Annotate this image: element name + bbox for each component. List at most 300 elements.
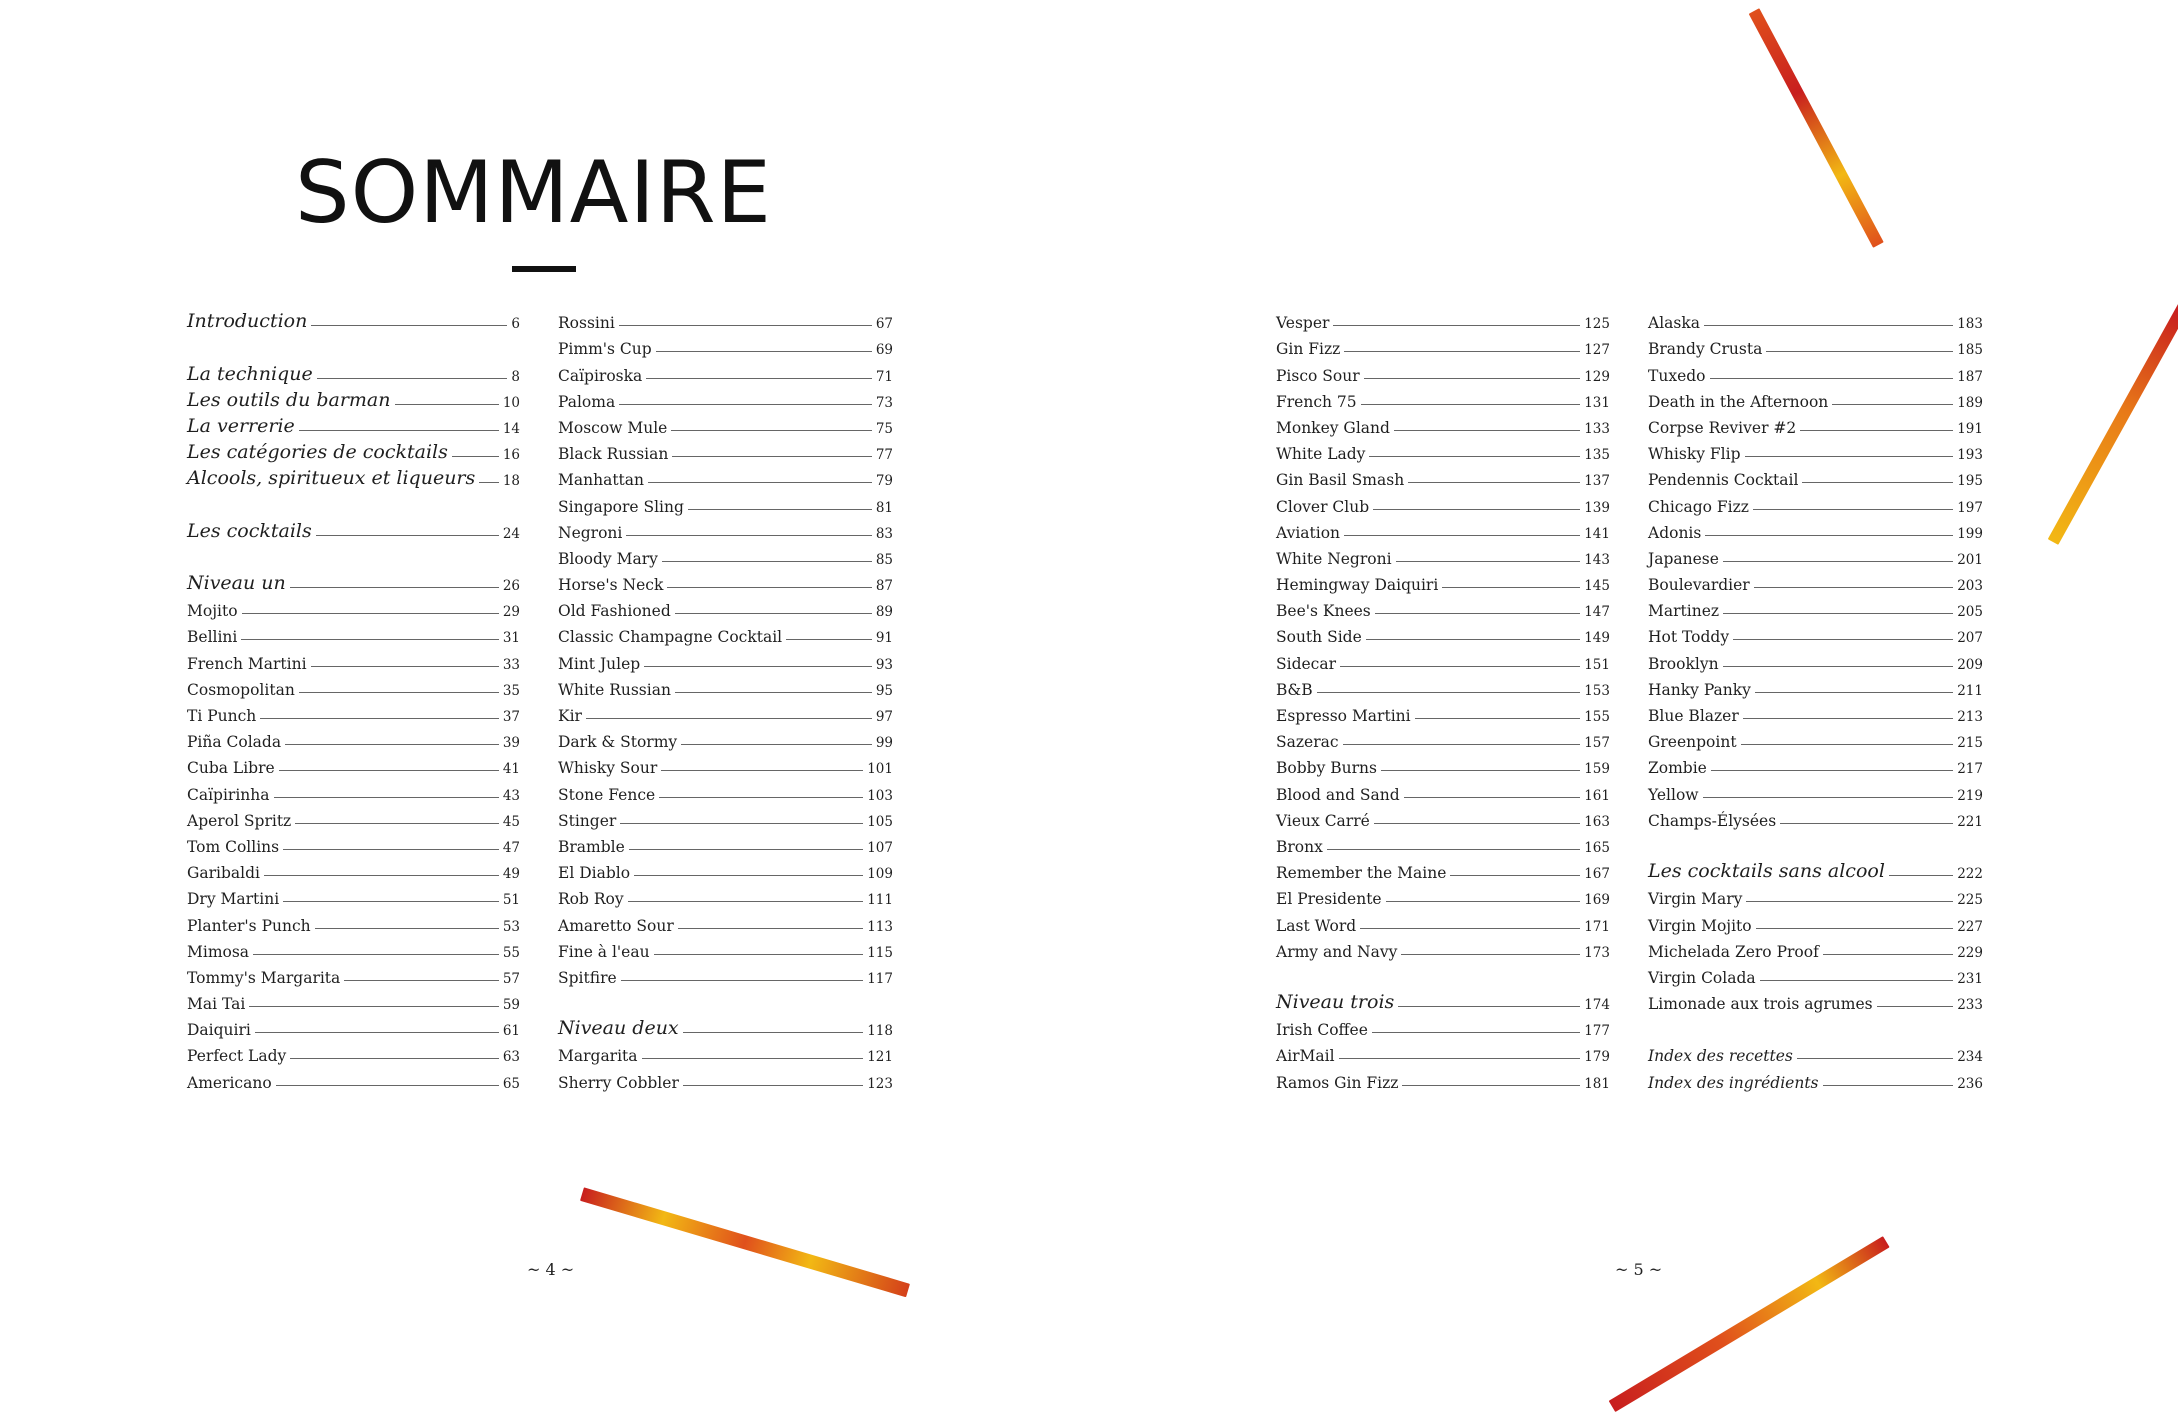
- toc-entry-label: Boulevardier: [1648, 576, 1750, 595]
- toc-page-number: 193: [1957, 447, 1983, 464]
- leader-line: [1327, 849, 1580, 850]
- leader-line: [644, 666, 872, 667]
- toc-section-label: La technique: [187, 362, 313, 385]
- toc-page-number: 171: [1584, 918, 1610, 935]
- toc-entry-row: [1648, 568, 1983, 594]
- toc-entry-row: [558, 1039, 893, 1065]
- toc-section-label: Alcools, spiritueux et liqueurs: [187, 467, 476, 490]
- toc-entry-row: [558, 830, 893, 856]
- leader-line: [642, 1058, 864, 1059]
- leader-line: [1733, 639, 1953, 640]
- toc-page-number: 107: [867, 839, 893, 856]
- toc-page-number: 31: [502, 630, 520, 647]
- leader-line: [1340, 666, 1580, 667]
- toc-page-number: 215: [1957, 735, 1983, 752]
- toc-spacer: [1648, 1013, 1983, 1039]
- toc-entry-label: White Lady: [1276, 445, 1366, 464]
- leader-line: [285, 744, 499, 745]
- toc-entry-row: [558, 437, 893, 463]
- toc-page-number: 225: [1957, 892, 1983, 909]
- toc-entry-row: [558, 935, 893, 961]
- toc-section-row: [558, 1013, 893, 1039]
- toc-page-number: 93: [875, 656, 893, 673]
- toc-entry-label: Remember the Maine: [1276, 864, 1447, 883]
- toc-page-number: 161: [1584, 787, 1610, 804]
- toc-entry-row: [558, 646, 893, 672]
- toc-page-number: 129: [1584, 368, 1610, 385]
- toc-entry-row: [1648, 908, 1983, 934]
- toc-entry-row: [187, 935, 520, 961]
- toc-page-number: 69: [875, 342, 893, 359]
- leader-line: [1753, 509, 1953, 510]
- toc-entry-label: El Diablo: [558, 864, 631, 883]
- leader-line: [1800, 430, 1953, 431]
- toc-entry-label: Stinger: [558, 811, 617, 830]
- toc-page-number: 227: [1957, 918, 1983, 935]
- toc-page-number: 211: [1957, 682, 1983, 699]
- leader-line: [1374, 823, 1580, 824]
- leader-line: [1760, 980, 1954, 981]
- toc-entry-row: [1276, 856, 1610, 882]
- leader-line: [681, 744, 872, 745]
- toc-column-2: [558, 306, 893, 1092]
- leader-line: [1755, 692, 1953, 693]
- toc-page-number: 151: [1584, 656, 1610, 673]
- leader-line: [1344, 535, 1580, 536]
- toc-entry-row: [1276, 751, 1610, 777]
- toc-entry-label: Ti Punch: [187, 707, 257, 725]
- leader-line: [1442, 587, 1580, 588]
- toc-entry-label: Stone Fence: [558, 785, 656, 804]
- toc-entry-row: [1648, 882, 1983, 908]
- toc-entry-label: Spitfire: [558, 968, 617, 987]
- toc-entry-label: Monkey Gland: [1276, 418, 1390, 437]
- toc-entry-label: Vesper: [1276, 314, 1330, 333]
- toc-section-label: Niveau un: [187, 572, 286, 595]
- toc-page-number: 203: [1957, 578, 1983, 595]
- toc-entry-label: Caïpirinha: [187, 785, 270, 804]
- toc-page-number: 205: [1957, 604, 1983, 621]
- leader-line: [620, 823, 863, 824]
- toc-page-number: 33: [502, 656, 520, 673]
- toc-page-number: 115: [867, 944, 893, 961]
- toc-page-number: 121: [867, 1049, 893, 1066]
- leader-line: [1746, 901, 1953, 902]
- toc-page-number: 37: [502, 709, 520, 725]
- toc-entry-label: Aperol Spritz: [187, 811, 292, 830]
- leader-line: [1396, 561, 1581, 562]
- toc-entry-label: Bellini: [187, 628, 238, 647]
- toc-entry-label: Cuba Libre: [187, 759, 275, 778]
- leader-line: [1344, 351, 1580, 352]
- toc-page-number: 153: [1584, 682, 1610, 699]
- leader-line: [290, 587, 499, 588]
- toc-entry-label: Mai Tai: [187, 995, 246, 1014]
- toc-page-number: 133: [1584, 420, 1610, 437]
- leader-line: [646, 378, 872, 379]
- leader-line: [1415, 718, 1581, 719]
- toc-page-number: 229: [1957, 944, 1983, 961]
- toc-page-number: 97: [875, 709, 893, 725]
- toc-page-number: 24: [502, 525, 520, 542]
- toc-page-number: 55: [502, 944, 520, 961]
- toc-entry-row: [558, 463, 893, 489]
- toc-page-number: 179: [1584, 1049, 1610, 1066]
- toc-entry-label: Mint Julep: [558, 654, 641, 673]
- toc-entry-row: [1648, 411, 1983, 437]
- leader-line: [1375, 613, 1580, 614]
- toc-entry-label: Manhattan: [558, 471, 644, 490]
- leader-line: [1711, 770, 1953, 771]
- toc-entry-label: Hemingway Daiquiri: [1276, 576, 1439, 595]
- toc-page-number: 219: [1957, 787, 1983, 804]
- toc-entry-row: [558, 699, 893, 725]
- leader-line: [1889, 875, 1953, 876]
- leader-line: [683, 1032, 864, 1033]
- toc-entry-row: [187, 777, 520, 803]
- toc-entry-label: Bloody Mary: [558, 549, 658, 568]
- toc-entry-label: Gin Basil Smash: [1276, 471, 1405, 490]
- toc-entry-row: [558, 856, 893, 882]
- leader-line: [619, 404, 872, 405]
- toc-column-3: [1276, 306, 1610, 1092]
- toc-entry-row: [1276, 594, 1610, 620]
- decorative-strip-right: [2048, 250, 2178, 544]
- toc-entry-row: [1276, 777, 1610, 803]
- toc-entry-row: [1276, 411, 1610, 437]
- toc-entry-row: [187, 804, 520, 830]
- leader-line: [1333, 325, 1580, 326]
- toc-entry-row: [558, 804, 893, 830]
- leader-line: [648, 482, 872, 483]
- toc-entry-label: Death in the Afternoon: [1648, 392, 1829, 411]
- toc-entry-label: Greenpoint: [1648, 733, 1737, 752]
- toc-page-number: 51: [502, 892, 520, 909]
- leader-line: [276, 1085, 499, 1086]
- toc-entry-label: Limonade aux trois agrumes: [1648, 995, 1873, 1014]
- toc-page-number: 189: [1957, 394, 1983, 411]
- toc-entry-label: Whisky Sour: [558, 759, 658, 778]
- leader-line: [688, 509, 872, 510]
- toc-entry-label: Old Fashioned: [558, 602, 671, 621]
- toc-page-number: 63: [502, 1049, 520, 1066]
- toc-entry-row: [187, 1039, 520, 1065]
- toc-page-number: 73: [875, 394, 893, 411]
- toc-entry-row: [187, 882, 520, 908]
- toc-entry-label: Fine à l'eau: [558, 942, 650, 961]
- toc-section-label: Index des ingrédients: [1648, 1073, 1819, 1092]
- toc-entry-label: Champs-Élysées: [1648, 811, 1777, 830]
- toc-page-number: 41: [502, 761, 520, 778]
- toc-entry-row: [1648, 437, 1983, 463]
- leader-line: [654, 954, 864, 955]
- toc-page-number: 209: [1957, 656, 1983, 673]
- toc-section-row: [187, 516, 520, 542]
- toc-entry-label: Army and Navy: [1276, 942, 1398, 961]
- toc-page-number: 65: [502, 1075, 520, 1092]
- leader-line: [1780, 823, 1953, 824]
- toc-page-number: 85: [875, 551, 893, 568]
- toc-page-number: 45: [502, 813, 520, 830]
- leader-line: [283, 849, 499, 850]
- toc-entry-label: Gin Fizz: [1276, 340, 1341, 359]
- toc-column-1: [187, 306, 520, 1092]
- toc-entry-label: Tom Collins: [187, 837, 280, 856]
- toc-section-label: Les cocktails sans alcool: [1648, 860, 1885, 883]
- toc-entry-row: [1276, 646, 1610, 672]
- toc-entry-label: Blue Blazer: [1648, 707, 1739, 725]
- toc-page-number: 26: [502, 578, 520, 595]
- toc-page-number: 117: [867, 970, 893, 987]
- toc-page-number: 177: [1584, 1023, 1610, 1040]
- toc-page-number: 47: [502, 839, 520, 856]
- leader-line: [316, 535, 499, 536]
- toc-page-number: 43: [502, 787, 520, 804]
- leader-line: [1360, 928, 1580, 929]
- toc-page-number: 109: [867, 866, 893, 883]
- toc-page-number: 165: [1584, 839, 1610, 856]
- toc-page-number: 91: [875, 630, 893, 647]
- toc-entry-label: Sazerac: [1276, 733, 1339, 752]
- toc-entry-label: French Martini: [187, 654, 307, 673]
- toc-page-number: 118: [867, 1023, 893, 1040]
- leader-line: [1741, 744, 1954, 745]
- toc-entry-row: [1648, 463, 1983, 489]
- toc-page-number: 113: [867, 918, 893, 935]
- toc-page-number: 157: [1584, 735, 1610, 752]
- toc-entry-row: [1276, 1065, 1610, 1091]
- toc-section-row: [1648, 856, 1983, 882]
- toc-entry-row: [187, 620, 520, 646]
- toc-page-number: 185: [1957, 342, 1983, 359]
- toc-entry-row: [187, 1013, 520, 1039]
- toc-entry-label: El Presidente: [1276, 890, 1382, 909]
- toc-entry-row: [558, 777, 893, 803]
- toc-page-number: 217: [1957, 761, 1983, 778]
- leader-line: [1386, 901, 1581, 902]
- toc-entry-label: Planter's Punch: [187, 916, 311, 935]
- toc-spacer: [1276, 961, 1610, 987]
- toc-page-number: 67: [875, 316, 893, 333]
- toc-section-row: [187, 358, 520, 384]
- leader-line: [299, 692, 499, 693]
- leader-line: [1705, 535, 1953, 536]
- toc-page-number: 111: [867, 892, 893, 909]
- toc-page-number: 139: [1584, 499, 1610, 516]
- toc-entry-row: [1276, 804, 1610, 830]
- leader-line: [1339, 1058, 1581, 1059]
- toc-entry-label: Brooklyn: [1648, 654, 1719, 673]
- toc-entry-label: Blood and Sand: [1276, 785, 1400, 804]
- toc-column-4: [1648, 306, 1983, 1092]
- toc-entry-label: Irish Coffee: [1276, 1021, 1368, 1040]
- toc-entry-label: Aviation: [1276, 523, 1341, 542]
- toc-section-label: Les outils du barman: [187, 388, 391, 411]
- toc-entry-row: [1648, 542, 1983, 568]
- toc-spacer: [1648, 830, 1983, 856]
- toc-section-row: [187, 568, 520, 594]
- toc-entry-label: Michelada Zero Proof: [1648, 942, 1819, 961]
- toc-entry-row: [558, 385, 893, 411]
- leader-line: [1394, 430, 1580, 431]
- toc-entry-row: [187, 673, 520, 699]
- toc-page-number: 8: [511, 368, 520, 385]
- toc-entry-label: Garibaldi: [187, 864, 260, 883]
- toc-page-number: 35: [502, 682, 520, 699]
- toc-entry-label: South Side: [1276, 628, 1362, 647]
- toc-entry-label: Tuxedo: [1648, 366, 1706, 385]
- toc-entry-row: [1648, 332, 1983, 358]
- toc-entry-label: Dark & Stormy: [558, 733, 678, 752]
- toc-page-number: 207: [1957, 630, 1983, 647]
- toc-spacer: [187, 489, 520, 515]
- toc-page-number: 137: [1584, 473, 1610, 490]
- leader-line: [317, 378, 508, 379]
- toc-entry-row: [1276, 437, 1610, 463]
- leader-line: [659, 797, 863, 798]
- leader-line: [295, 823, 499, 824]
- toc-page-number: 141: [1584, 525, 1610, 542]
- toc-page-number: 199: [1957, 525, 1983, 542]
- toc-entry-row: [187, 699, 520, 725]
- toc-entry-row: [1276, 385, 1610, 411]
- toc-entry-label: Perfect Lady: [187, 1047, 287, 1066]
- toc-spacer: [558, 987, 893, 1013]
- toc-page-number: 57: [502, 970, 520, 987]
- toc-entry-row: [558, 332, 893, 358]
- toc-entry-row: [1276, 1039, 1610, 1065]
- toc-page-number: 222: [1957, 866, 1983, 883]
- toc-entry-row: [558, 673, 893, 699]
- toc-entry-row: [1648, 751, 1983, 777]
- toc-page-number: 39: [502, 735, 520, 752]
- leader-line: [274, 797, 499, 798]
- toc-page-number: 187: [1957, 368, 1983, 385]
- leader-line: [1743, 718, 1953, 719]
- toc-entry-label: Black Russian: [558, 445, 669, 464]
- leader-line: [1402, 1085, 1580, 1086]
- toc-page-number: 159: [1584, 761, 1610, 778]
- toc-entry-label: Caïpiroska: [558, 366, 643, 385]
- toc-entry-row: [1276, 332, 1610, 358]
- toc-entry-label: Pendennis Cocktail: [1648, 471, 1799, 490]
- title-underline: [512, 266, 576, 272]
- toc-page-number: 191: [1957, 420, 1983, 437]
- toc-entry-label: Classic Champagne Cocktail: [558, 628, 783, 647]
- leader-line: [1756, 928, 1954, 929]
- toc-page-number: 234: [1957, 1049, 1983, 1066]
- toc-entry-row: [558, 489, 893, 515]
- leader-line: [249, 1006, 498, 1007]
- toc-page-number: 183: [1957, 316, 1983, 333]
- toc-entry-label: Negroni: [558, 523, 623, 542]
- toc-entry-row: [558, 594, 893, 620]
- toc-section-row: [187, 437, 520, 463]
- leader-line: [1398, 1006, 1580, 1007]
- toc-entry-row: [1648, 594, 1983, 620]
- toc-entry-label: Bramble: [558, 837, 625, 856]
- toc-page-number: 236: [1957, 1075, 1983, 1092]
- toc-entry-row: [1276, 489, 1610, 515]
- decorative-strip-top: [1749, 8, 1884, 248]
- leader-line: [675, 692, 872, 693]
- toc-entry-row: [558, 620, 893, 646]
- toc-entry-label: Sherry Cobbler: [558, 1073, 679, 1092]
- toc-section-label: Index des recettes: [1648, 1047, 1793, 1066]
- page-number-right: ~ 5 ~: [1615, 1260, 1663, 1279]
- toc-entry-label: Rossini: [558, 314, 615, 333]
- toc-entry-row: [1648, 306, 1983, 332]
- toc-section-row: [1276, 987, 1610, 1013]
- leader-line: [675, 613, 872, 614]
- leader-line: [1723, 561, 1953, 562]
- toc-entry-row: [1648, 673, 1983, 699]
- toc-section-label: Les cocktails: [187, 519, 312, 542]
- leader-line: [1364, 378, 1581, 379]
- leader-line: [672, 456, 871, 457]
- toc-entry-label: Ramos Gin Fizz: [1276, 1073, 1399, 1092]
- toc-entry-label: Amaretto Sour: [558, 916, 674, 935]
- toc-entry-row: [187, 908, 520, 934]
- toc-entry-label: Rob Roy: [558, 890, 624, 909]
- leader-line: [1745, 456, 1954, 457]
- leader-line: [1802, 482, 1953, 483]
- leader-line: [479, 482, 499, 483]
- toc-entry-row: [558, 961, 893, 987]
- toc-page-number: 49: [502, 866, 520, 883]
- toc-page-number: 125: [1584, 316, 1610, 333]
- leader-line: [1710, 378, 1954, 379]
- toc-page-number: 61: [502, 1023, 520, 1040]
- toc-entry-label: Pisco Sour: [1276, 366, 1360, 385]
- toc-entry-row: [1276, 935, 1610, 961]
- toc-page-number: 105: [867, 813, 893, 830]
- toc-entry-label: Pimm's Cup: [558, 340, 652, 359]
- page-number-left: ~ 4 ~: [527, 1260, 575, 1279]
- toc-page-number: 53: [502, 918, 520, 935]
- toc-entry-row: [1276, 542, 1610, 568]
- toc-entry-row: [1276, 830, 1610, 856]
- toc-entry-label: Daiquiri: [187, 1021, 251, 1040]
- toc-spacer: [187, 542, 520, 568]
- toc-entry-row: [187, 594, 520, 620]
- leader-line: [634, 875, 863, 876]
- toc-entry-label: Tommy's Margarita: [187, 968, 341, 987]
- toc-entry-row: [558, 542, 893, 568]
- toc-section-row: [187, 411, 520, 437]
- toc-page-number: 174: [1584, 997, 1610, 1014]
- toc-page-number: 10: [502, 394, 520, 411]
- toc-page-number: 29: [502, 604, 520, 621]
- leader-line: [786, 639, 872, 640]
- toc-page-number: 6: [511, 316, 520, 333]
- toc-entry-label: French 75: [1276, 392, 1357, 411]
- leader-line: [662, 561, 872, 562]
- toc-entry-label: Yellow: [1648, 785, 1699, 804]
- toc-section-label: Introduction: [187, 310, 308, 333]
- toc-page-number: 123: [867, 1075, 893, 1092]
- toc-entry-label: Hanky Panky: [1648, 680, 1751, 699]
- toc-section-row: [1648, 1039, 1983, 1065]
- toc-entry-row: [1648, 935, 1983, 961]
- toc-entry-label: B&B: [1276, 680, 1313, 699]
- leader-line: [1343, 744, 1581, 745]
- toc-entry-label: Americano: [187, 1073, 272, 1092]
- toc-page-number: 135: [1584, 447, 1610, 464]
- toc-entry-row: [1276, 673, 1610, 699]
- leader-line: [1401, 954, 1580, 955]
- leader-line: [1704, 325, 1953, 326]
